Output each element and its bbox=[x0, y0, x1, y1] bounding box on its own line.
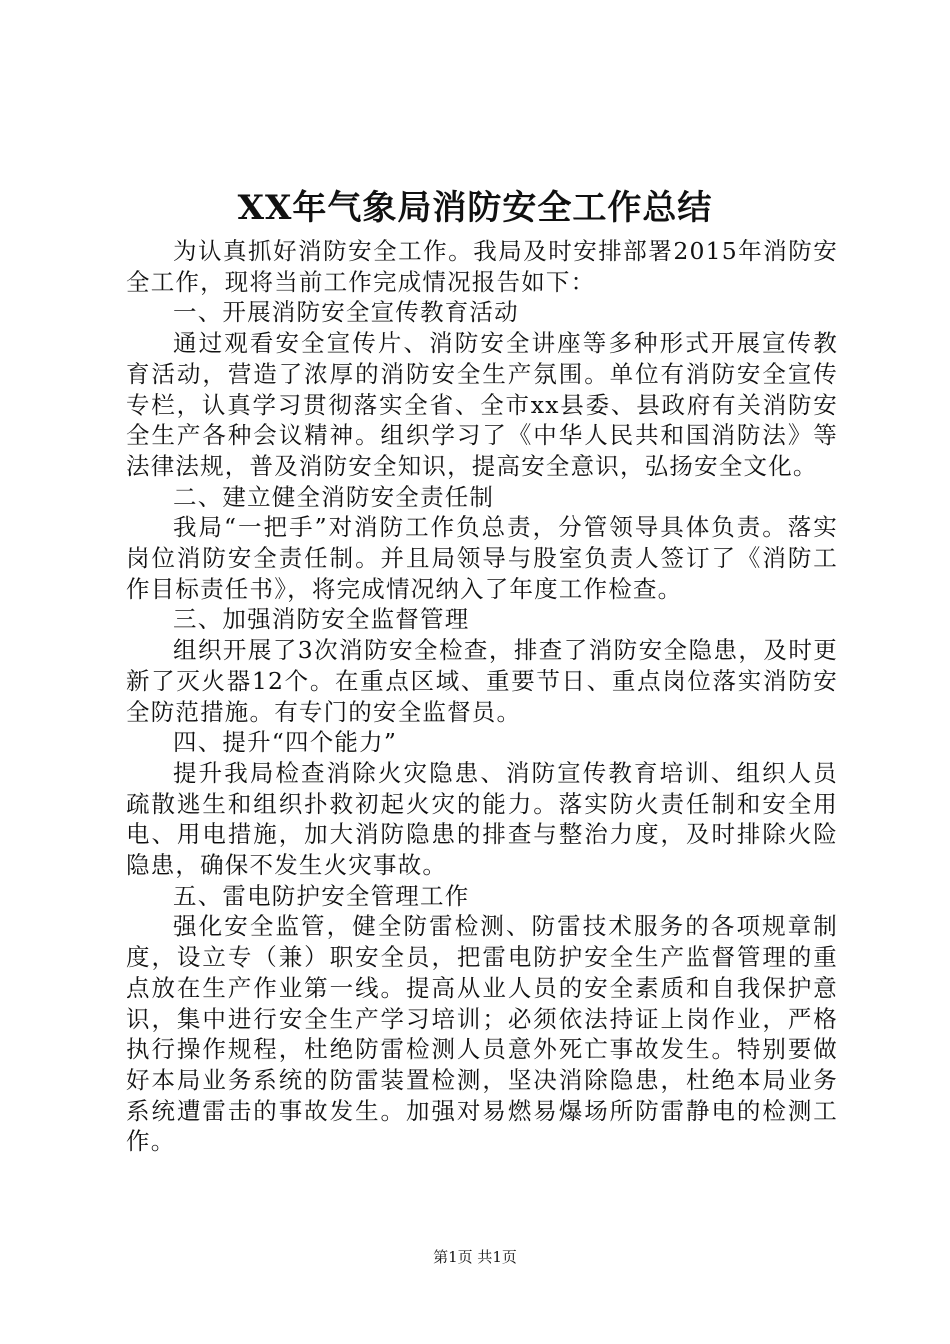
section-heading-2: 二、建立健全消防安全责任制 bbox=[173, 482, 495, 511]
section-paragraph-2: 我局“一把手”对消防工作负总责，分管领导具体负责。落实岗位消防安全责任制。并且局领导与股室负责人签订了《消防工作目标责任书》，将完成情况纳入了年度工作检查。 bbox=[126, 513, 838, 603]
section-heading-1: 一、开展消防安全宣传教育活动 bbox=[173, 298, 519, 327]
page-footer: 第1页 共1页 bbox=[433, 1248, 517, 1266]
section-heading-5: 五、雷电防护安全管理工作 bbox=[173, 881, 470, 910]
section-paragraph-5: 强化安全监管，健全防雷检测、防雷技术服务的各项规章制度，设立专（兼）职安全员，把雷电防护安全生产监督管理的重点放在生产作业第一线。提高从业人员的安全素质和自我保护意识，集中进行安全生产学习培训；必须依法持证上岗作业，严格执行操作规程，杜绝防雷检测人员意外死亡事故发生。特别要做好本局业务系统的防雷装置检测，坚决消除隐患，杜绝本局业务系统遭雷击的事故发生。加强对易燃易爆场所防雷静电的检测工作。 bbox=[126, 912, 838, 1156]
document-title: XX年气象局消防安全工作总结 bbox=[237, 188, 713, 228]
intro-paragraph: 为认真抓好消防安全工作。我局及时安排部署2015年消防安全工作，现将当前工作完成情况报告如下： bbox=[126, 237, 838, 296]
section-heading-4: 四、提升“四个能力” bbox=[173, 728, 398, 757]
section-paragraph-1: 通过观看安全宣传片、消防安全讲座等多种形式开展宣传教育活动，营造了浓厚的消防安全生产氛围。单位有消防安全宣传专栏，认真学习贯彻落实全省、全市xx县委、县政府有关消防安全生产各种会议精神。组织学习了《中华人民共和国消防法》等法律法规，普及消防安全知识，提高安全意识，弘扬安全文化。 bbox=[126, 329, 838, 480]
document-body bbox=[126, 236, 838, 1157]
section-paragraph-4: 提升我局检查消除火灾隐患、消防宣传教育培训、组织人员疏散逃生和组织扑救初起火灾的能力。落实防火责任制和安全用电、用电措施，加大消防隐患的排查与整治力度，及时排除火险隐患，确保不发生火灾事故。 bbox=[126, 758, 838, 880]
section-heading-3: 三、加强消防安全监督管理 bbox=[173, 605, 470, 634]
section-paragraph-3: 组织开展了3次消防安全检查，排查了消防安全隐患，及时更新了灭火器12个。在重点区域、重要节日、重点岗位落实消防安全防范措施。有专门的安全监督员。 bbox=[126, 636, 838, 726]
